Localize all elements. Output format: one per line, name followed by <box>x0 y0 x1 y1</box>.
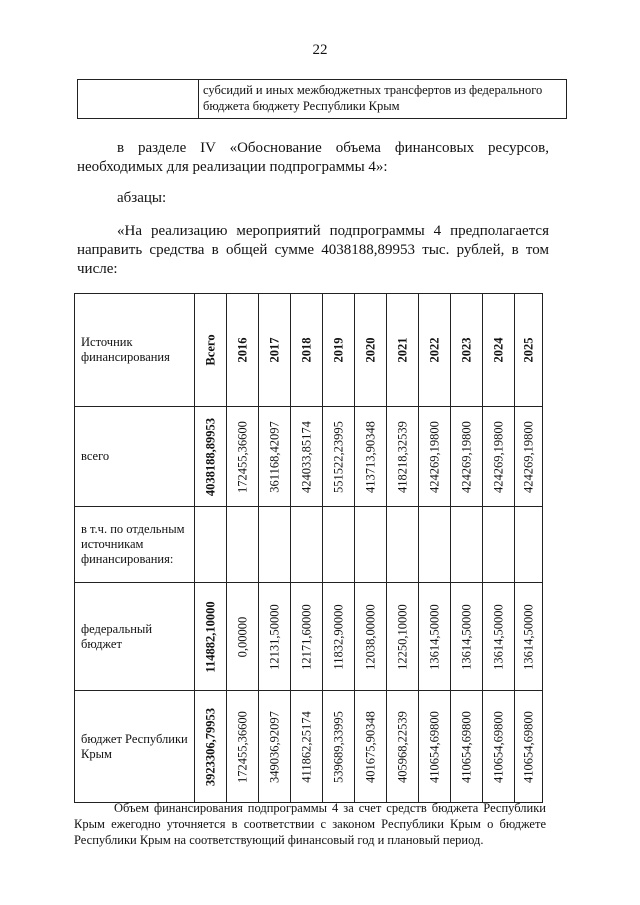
page-number: 22 <box>312 42 328 58</box>
header-cell <box>419 294 451 407</box>
value-cell <box>419 691 451 803</box>
table-row-by-source <box>75 507 543 583</box>
value-cell <box>259 691 291 803</box>
value-cell <box>355 583 387 691</box>
value-cell <box>227 507 259 583</box>
value-cell <box>451 691 483 803</box>
value-cell <box>291 583 323 691</box>
cell-value: 418218,32539 <box>395 420 409 493</box>
cell-value: 12038,00000 <box>363 603 377 670</box>
row-label: бюджет Республики Крым <box>75 691 195 803</box>
header-cell <box>451 294 483 407</box>
row-label: всего <box>75 407 195 507</box>
value-cell <box>323 691 355 803</box>
cell-value: 172455,36600 <box>235 420 249 493</box>
value-cell <box>323 507 355 583</box>
closing-paragraph: Объем финансирования подпрограммы 4 за счет средств бюджета Республики Крым ежегодно уточняется в соответствии с законом Республики Крым о бюджете Республики Крым на соответствующий финансовый год и плановый период. <box>74 801 546 847</box>
cell-value: 12171,60000 <box>299 603 313 670</box>
header-year-label: 2024 <box>491 337 505 363</box>
cell-value: 172455,36600 <box>235 710 249 783</box>
cell-value: 361168,42097 <box>267 420 281 493</box>
value-cell <box>387 407 419 507</box>
cell-value: 13614,50000 <box>459 603 473 670</box>
cell-value: 0,00000 <box>235 616 249 657</box>
cell-value: 4038188,89953 <box>203 417 217 496</box>
cell-value: 424269,19800 <box>459 420 473 493</box>
section-iv-paragraph: в разделе IV «Обоснование объема финансовых ресурсов, необходимых для реализации подпрограммы 4»: <box>77 140 549 175</box>
value-cell <box>387 507 419 583</box>
value-cell <box>419 583 451 691</box>
value-cell <box>259 407 291 507</box>
cell-value: 424269,19800 <box>491 420 505 493</box>
value-cell <box>387 583 419 691</box>
cell-value: 410654,69800 <box>491 710 505 783</box>
value-cell <box>483 407 515 507</box>
value-cell <box>483 507 515 583</box>
value-cell <box>515 407 543 507</box>
value-cell <box>195 691 227 803</box>
value-cell <box>515 691 543 803</box>
value-cell <box>451 583 483 691</box>
value-cell <box>323 407 355 507</box>
value-cell <box>227 691 259 803</box>
continuation-table-row <box>77 79 567 119</box>
header-cell <box>227 294 259 407</box>
header-year-label: 2018 <box>299 337 313 363</box>
value-cell <box>483 583 515 691</box>
value-cell <box>291 691 323 803</box>
value-cell <box>355 507 387 583</box>
header-cell <box>515 294 543 407</box>
cell-value: 401675,90348 <box>363 710 377 783</box>
cell-value: 13614,50000 <box>427 603 441 670</box>
cell-value: 3923306,79953 <box>203 707 217 786</box>
cell-value: 410654,69800 <box>459 710 473 783</box>
cell-value: 424269,19800 <box>427 420 441 493</box>
header-cell <box>483 294 515 407</box>
header-total-label: Всего <box>203 334 217 366</box>
value-cell <box>227 407 259 507</box>
empty-cell <box>78 80 199 118</box>
header-year-label: 2023 <box>459 337 473 363</box>
header-year-label: 2025 <box>521 337 535 363</box>
paragraphs-label: абзацы: <box>117 190 167 206</box>
continuation-cell-text: субсидий и иных межбюджетных трансфертов из федерального бюджета бюджету Республики Крым <box>203 83 543 113</box>
value-cell <box>291 407 323 507</box>
header-cell <box>323 294 355 407</box>
header-year-label: 2016 <box>235 337 249 363</box>
cell-value: 551522,23995 <box>331 420 345 493</box>
cell-value: 114882,10000 <box>203 600 217 673</box>
value-cell <box>451 507 483 583</box>
cell-value: 12131,50000 <box>267 603 281 670</box>
header-year-label: 2021 <box>395 337 409 363</box>
cell-value: 349036,92097 <box>267 710 281 783</box>
value-cell <box>195 583 227 691</box>
header-year-label: 2020 <box>363 337 377 363</box>
header-source: Источник финансирования <box>75 294 195 407</box>
financing-table <box>74 293 543 803</box>
table-row-total <box>75 407 543 507</box>
cell-value: 13614,50000 <box>491 603 505 670</box>
cell-value: 411862,25174 <box>299 710 313 783</box>
header-year-label: 2022 <box>427 337 441 363</box>
amount-paragraph: «На реализацию мероприятий подпрограммы 4 предполагается направить средства в общей сумме 4038188,89953 тыс. рублей, в том числе: <box>77 223 549 277</box>
value-cell <box>515 507 543 583</box>
cell-value: 11832,90000 <box>331 603 345 670</box>
value-cell <box>515 583 543 691</box>
cell-value: 405968,22539 <box>395 710 409 783</box>
header-cell <box>195 294 227 407</box>
value-cell <box>291 507 323 583</box>
cell-value: 12250,10000 <box>395 603 409 670</box>
value-cell <box>195 407 227 507</box>
table-row-crimea <box>75 691 543 803</box>
cell-value: 410654,69800 <box>521 710 535 783</box>
cell-value: 424033,85174 <box>299 420 313 493</box>
value-cell <box>419 407 451 507</box>
table-row-federal <box>75 583 543 691</box>
header-cell <box>259 294 291 407</box>
table-header-row <box>75 294 543 407</box>
cell-value: 410654,69800 <box>427 710 441 783</box>
value-cell <box>195 507 227 583</box>
value-cell <box>259 583 291 691</box>
value-cell <box>419 507 451 583</box>
header-cell <box>291 294 323 407</box>
value-cell <box>259 507 291 583</box>
value-cell <box>227 583 259 691</box>
header-cell <box>387 294 419 407</box>
value-cell <box>323 583 355 691</box>
header-year-label: 2017 <box>267 337 281 363</box>
row-label: в т.ч. по отдельным источникам финансирования: <box>75 507 195 583</box>
header-year-label: 2019 <box>331 337 345 363</box>
value-cell <box>451 407 483 507</box>
value-cell <box>355 691 387 803</box>
cell-value: 413713,90348 <box>363 420 377 493</box>
header-cell <box>355 294 387 407</box>
value-cell <box>355 407 387 507</box>
cell-value: 13614,50000 <box>521 603 535 670</box>
cell-value: 539689,33995 <box>331 710 345 783</box>
row-label: федеральный бюджет <box>75 583 195 691</box>
value-cell <box>387 691 419 803</box>
value-cell <box>483 691 515 803</box>
cell-value: 424269,19800 <box>521 420 535 493</box>
